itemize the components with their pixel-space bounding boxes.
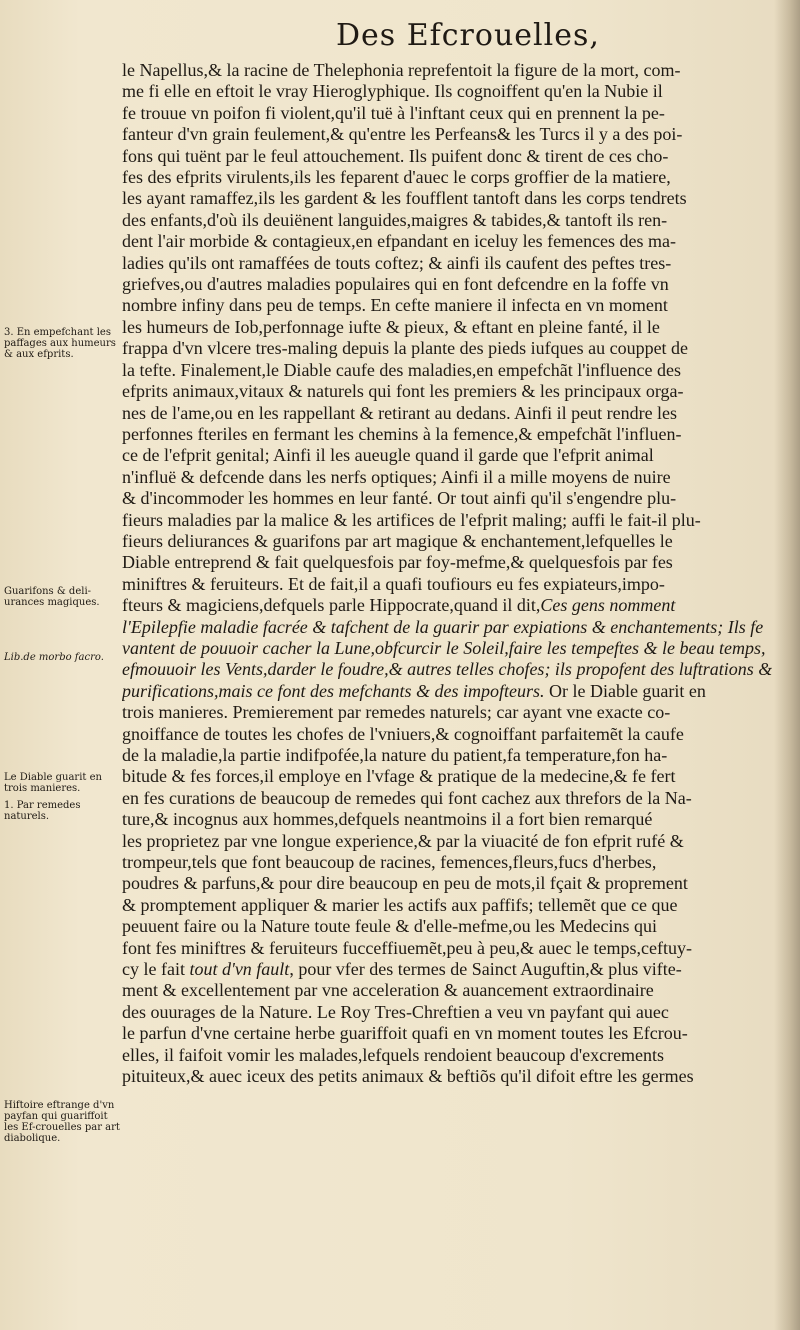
text-line bbox=[122, 681, 772, 702]
text-line: l'Epilepfie maladie facrée & tafchent de la guarir par expiations & enchantements; Ils fe bbox=[122, 616, 764, 637]
text-line: efmouuoir les Vents,darder le foudre,& autres telles chofes; ils propofent des luftrations & bbox=[122, 659, 772, 680]
text-line: ture,& incognus aux hommes,defquels neantmoins il a fort bien remarqué bbox=[122, 809, 653, 830]
margin-note: 3. En empefchant les paffages aux humeurs & aux efprits. bbox=[4, 327, 116, 360]
text-line: nombre infiny dans peu de temps. En cefte maniere il infecta en vn moment bbox=[122, 295, 668, 316]
text-line: les ayant ramaffez,ils les gardent & les foufflent tantoft dans les corps tendrets bbox=[122, 188, 687, 209]
text-line: vantent de pouuoir cacher la Lune,obfcurcir le Soleil,faire les tempeftes & le beau temps, bbox=[122, 637, 766, 658]
text-line: & promptement appliquer & marier les actifs aux paffifs; tellemẽt que ce que bbox=[122, 894, 678, 915]
italic-segment: tout d'vn fault bbox=[189, 959, 290, 980]
text-line: fieurs deliurances & guarifons par art magique & enchantement,lefquelles le bbox=[122, 530, 673, 551]
text-segment: , pour vfer des termes de Sainct Auguftin,& plus vifte- bbox=[289, 959, 682, 980]
margin-note: Hiftoire eftrange d'vn payfan qui guariffoit les Ef-crouelles par art diabolique. bbox=[4, 1100, 120, 1144]
italic-segment: Ces gens nomment bbox=[540, 595, 676, 616]
text-line: griefves,ou d'autres maladies populaires qui en font defcendre en la foffe vn bbox=[122, 274, 669, 295]
text-line: dent l'air morbide & contagieux,en efpandant en iceluy les femences des ma- bbox=[122, 231, 677, 252]
text-line bbox=[122, 959, 772, 980]
text-line: des enfants,d'où ils deuiënent languides,maigres & tabides,& tantoft ils ren- bbox=[122, 209, 668, 230]
text-line: elles, il faifoit vomir les malades,lefquels rendoient beaucoup d'excrements bbox=[122, 1044, 665, 1065]
text-line: la tefte. Finalement,le Diable caufe des maladies,en empefchãt l'influence des bbox=[122, 359, 681, 380]
text-line: gnoiffance de toutes les chofes de l'vniuers,& cognoiffant parfaitemẽt la caufe bbox=[122, 723, 684, 744]
text-line: fanteur d'vn grain feulement,& qu'entre les Perfeans& les Turcs il y a des poi- bbox=[122, 124, 683, 145]
text-line: le Napellus,& la racine de Thelephonia reprefentoit la figure de la mort, com- bbox=[122, 60, 681, 80]
text-line: poudres & parfuns,& pour dire beaucoup en peu de mots,il fçait & proprement bbox=[122, 873, 688, 894]
text-segment: Or le Diable guarit en bbox=[544, 680, 706, 701]
page-title: Des Efcrouelles, bbox=[336, 18, 600, 53]
text-line: fons qui tuënt par le feul attouchement. Ils puifent donc & tirent de ces cho- bbox=[122, 145, 669, 166]
italic-segment: purifications,mais ce font des mefchants & des impofteurs. bbox=[122, 680, 545, 701]
margin-note: Guarifons & deli-urances magiques. bbox=[4, 586, 100, 608]
text-line: le parfun d'vne certaine herbe guariffoit quafi en vn moment toutes les Efcrou- bbox=[122, 1023, 688, 1044]
text-line: des ouurages de la Nature. Le Roy Tres-Chreftien a veu vn payfant qui auec bbox=[122, 1001, 669, 1022]
text-line: ce de l'efprit genital; Ainfi il les aueugle quand il garde que l'efprit animal bbox=[122, 445, 654, 466]
text-line: pituiteux,& auec iceux des petits animaux & beftiõs qu'il difoit eftre les germes bbox=[122, 1066, 694, 1087]
text-line: frappa d'vn vlcere tres-maling depuis la plante des pieds iufques au couppet de bbox=[122, 338, 689, 359]
margin-note: 1. Par remedes naturels. bbox=[4, 800, 81, 822]
text-line: me fi elle en eftoit le vray Hieroglyphique. Ils cognoiffent qu'en la Nubie il bbox=[122, 81, 663, 102]
text-line: de la maladie,la partie indifpofée,la nature du patient,fa temperature,fon ha- bbox=[122, 745, 668, 765]
text-line: n'influë & defcende dans les nerfs optiques; Ainfi il a mille moyens de nuire bbox=[122, 466, 671, 487]
page-edge-shadow bbox=[774, 0, 800, 1330]
text-line: miniftres & feruiteurs. Et de fait,il a quafi toufiours eu fes expiateurs,impo- bbox=[122, 573, 665, 594]
text-line: trois manieres. Premierement par remedes naturels; car ayant vne exacte co- bbox=[122, 702, 671, 723]
text-line: fe trouue vn poifon fi violent,qu'il tuë à l'inftant ceux qui en prennent la pe- bbox=[122, 102, 665, 123]
text-line: ladies qu'ils ont ramaffées de touts coftez; & ainfi ils caufent des peftes tres- bbox=[122, 252, 672, 273]
text-line bbox=[122, 595, 772, 616]
margin-note: Le Diable guarit en trois manieres. bbox=[4, 772, 102, 794]
text-segment: cy le fait bbox=[122, 959, 185, 980]
text-segment: fteurs & magiciens,defquels parle Hippocrate,quand il dit, bbox=[122, 595, 541, 616]
text-line: font fes miniftres & feruiteurs fucceffiuemẽt,peu à peu,& auec le temps,ceftuy- bbox=[122, 937, 692, 958]
text-line: fes des efprits virulents,ils les feparent d'auec le corps groffier de la matiere, bbox=[122, 167, 671, 188]
text-line: nes de l'ame,ou en les rappellant & retirant au dedans. Ainfi il peut rendre les bbox=[122, 402, 678, 423]
body-text bbox=[122, 60, 772, 1088]
text-line: bitude & fes forces,il employe en l'vfage & pratique de la medecine,& fe fert bbox=[122, 766, 676, 787]
text-line: Diable entreprend & fait quelquesfois par foy-mefme,& quelquesfois par fes bbox=[122, 552, 673, 573]
text-line: peuuent faire ou la Nature toute feule & d'elle-mefme,ou les Medecins qui bbox=[122, 916, 658, 937]
text-line: perfonnes fteriles en fermant les chemins à la femence,& empefchãt l'influen- bbox=[122, 423, 682, 444]
text-line: les proprietez par vne longue experience,& par la viuacité de fon efprit rufé & bbox=[122, 830, 684, 851]
text-line: ment & excellentement par vne acceleration & auancement extraordinaire bbox=[122, 980, 654, 1001]
text-line: & d'incommoder les hommes en leur fanté. Or tout ainfi qu'il s'engendre plu- bbox=[122, 488, 677, 509]
text-line: en fes curations de beaucoup de remedes qui font cachez aux threfors de la Na- bbox=[122, 787, 692, 808]
text-line: fieurs maladies par la malice & les artifices de l'efprit maling; auffi le fait-il plu- bbox=[122, 509, 701, 530]
margin-note: Lib.de morbo facro. bbox=[4, 652, 104, 663]
text-line: les humeurs de Iob,perfonnage iufte & pieux, & eftant en pleine fanté, il le bbox=[122, 316, 660, 337]
text-line: efprits animaux,vitaux & naturels qui font les premiers & les principaux orga- bbox=[122, 381, 684, 402]
text-line: trompeur,tels que font beaucoup de racines, femences,fleurs,fucs d'herbes, bbox=[122, 852, 657, 873]
